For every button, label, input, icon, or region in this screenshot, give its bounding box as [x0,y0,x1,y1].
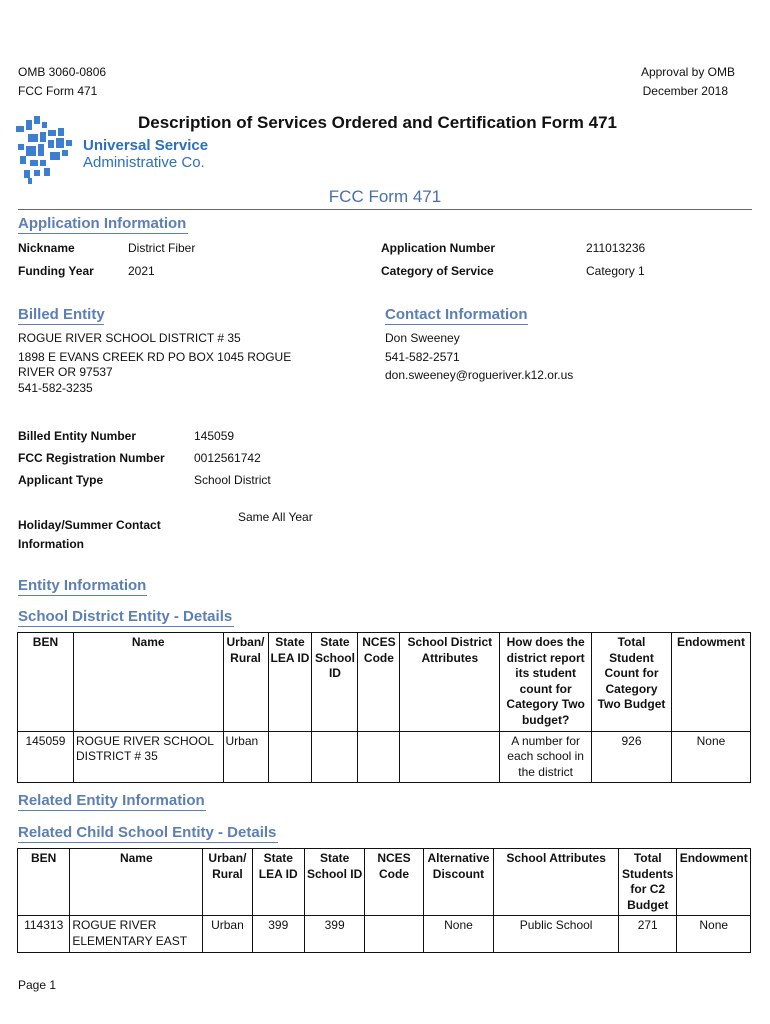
child-entity-table [17,848,751,953]
nickname-value: District Fiber [128,241,196,255]
cell-nces-code [365,916,423,952]
applicant-type-value: School District [194,473,271,487]
contact-info-heading: Contact Information [385,306,528,323]
cell-state-lea-id [268,731,312,783]
billed-entity-address2: RIVER OR 97537 [18,365,113,379]
cell-report-method: A number for each school in the district [500,731,592,783]
page-number: Page 1 [18,978,57,992]
cell-state-school-id: 399 [304,916,364,952]
cell-endowment: None [677,916,751,952]
cell-student-count: 926 [592,731,672,783]
cell-state-school-id [312,731,358,783]
col-nces-code: NCES Code [365,849,423,916]
col-school-attributes: School Attributes [494,849,619,916]
col-report-method: How does the district report its student count for Category Two budget? [500,633,592,732]
cell-total-students: 271 [619,916,677,952]
child-header-row [18,849,751,916]
header-rule [18,209,752,210]
district-entity-heading: School District Entity - Details [18,608,233,625]
form-number: FCC Form 471 [18,84,98,98]
entity-info-underline [18,595,147,596]
category-value: Category 1 [586,264,645,278]
col-ben: BEN [18,849,70,916]
billed-entity-address1: 1898 E EVANS CREEK RD PO BOX 1045 ROGUE [18,350,292,364]
funding-year-value: 2021 [128,264,155,278]
applicant-type-label: Applicant Type [18,473,104,487]
logo-text-line1: Universal Service [83,137,209,154]
holiday-contact-label-line2: Information [18,537,84,551]
cell-name: ROGUE RIVER ELEMENTARY EAST [70,916,203,952]
category-label: Category of Service [381,264,494,278]
col-district-attributes: School District Attributes [400,633,500,732]
omb-approval-date: December 2018 [642,84,728,98]
application-info-underline [18,233,188,234]
ben-value: 145059 [194,429,235,443]
col-state-lea-id: State LEA ID [268,633,312,732]
cell-ben: 145059 [18,731,74,783]
usac-logo-mark [16,116,76,184]
cell-name: ROGUE RIVER SCHOOL DISTRICT # 35 [73,731,223,783]
fcc-registration-value: 0012561742 [194,451,261,465]
cell-nces-code [358,731,400,783]
application-number-label: Application Number [381,241,496,255]
related-entity-underline [18,810,206,811]
col-name: Name [73,633,223,732]
omb-approval: Approval by OMB [640,65,735,79]
col-nces-code: NCES Code [358,633,400,732]
contact-phone: 541-582-2571 [385,350,460,364]
related-entity-heading: Related Entity Information [18,792,205,809]
district-entity-underline [18,626,234,627]
district-entity-table [17,632,751,783]
logo-text-line2: Administrative Co. [83,154,205,171]
form-title: FCC Form 471 [328,187,442,206]
billed-entity-name: ROGUE RIVER SCHOOL DISTRICT # 35 [18,331,241,345]
cell-district-attributes [400,731,500,783]
nickname-label: Nickname [18,241,75,255]
col-ben: BEN [18,633,74,732]
cell-ben: 114313 [18,916,70,952]
cell-urban-rural: Urban [203,916,252,952]
col-total-students: Total Students for C2 Budget [619,849,677,916]
col-name: Name [70,849,203,916]
cell-endowment: None [671,731,750,783]
col-urban-rural: Urban/ Rural [203,849,252,916]
funding-year-label: Funding Year [18,264,94,278]
col-urban-rural: Urban/ Rural [223,633,268,732]
billed-entity-heading: Billed Entity [18,306,105,323]
contact-email: don.sweeney@rogueriver.k12.or.us [385,368,574,382]
omb-number: OMB 3060-0806 [18,65,107,79]
cell-school-attributes: Public School [494,916,619,952]
contact-info-underline [385,324,528,325]
table-row [18,916,751,952]
col-endowment: Endowment [671,633,750,732]
col-state-school-id: State School ID [304,849,364,916]
cell-alternative-discount: None [423,916,493,952]
application-number-value: 211013236 [586,241,646,255]
holiday-contact-label-line1: Holiday/Summer Contact [18,518,161,532]
district-header-row [18,633,751,732]
entity-info-heading: Entity Information [18,577,147,594]
application-info-heading: Application Information [18,215,187,232]
col-student-count: Total Student Count for Category Two Budget [592,633,672,732]
col-state-school-id: State School ID [312,633,358,732]
contact-name: Don Sweeney [385,331,460,345]
billed-entity-underline [18,324,104,325]
billed-entity-phone: 541-582-3235 [18,381,93,395]
col-endowment: Endowment [677,849,751,916]
holiday-contact-value: Same All Year [238,510,313,524]
col-alternative-discount: Alternative Discount [423,849,493,916]
fcc-registration-label: FCC Registration Number [18,451,165,465]
ben-label: Billed Entity Number [18,429,137,443]
cell-state-lea-id: 399 [252,916,304,952]
child-entity-underline [18,842,278,843]
col-state-lea-id: State LEA ID [252,849,304,916]
page-title: Description of Services Ordered and Certification Form 471 [138,113,617,132]
cell-urban-rural: Urban [223,731,268,783]
table-row [18,731,751,783]
child-entity-heading: Related Child School Entity - Details [18,824,277,841]
